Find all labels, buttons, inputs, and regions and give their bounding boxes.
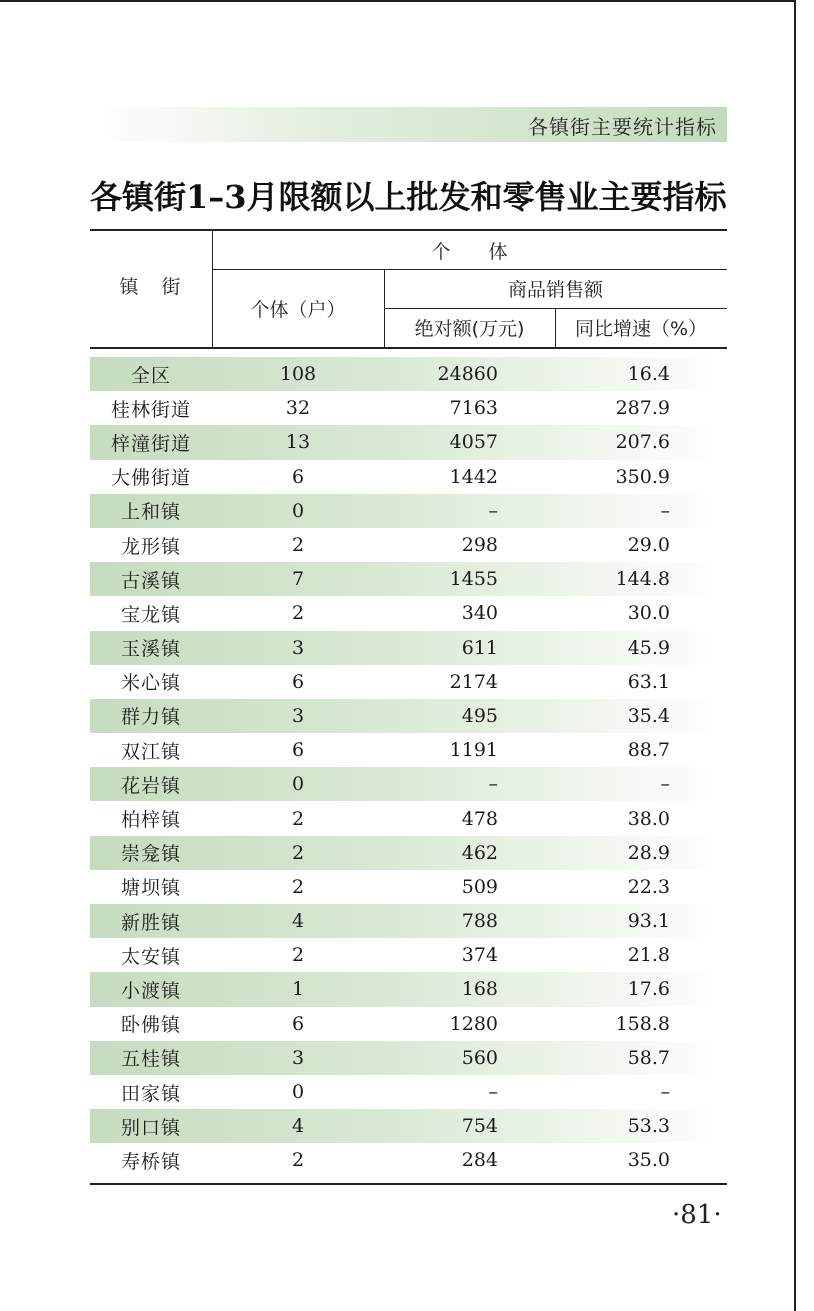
growth-rate-cell: 93.1: [627, 910, 670, 933]
growth-rate-cell: 53.3: [627, 1115, 670, 1138]
town-name-cell: 新胜镇: [120, 911, 181, 934]
households-cell: 2: [291, 602, 305, 625]
households-cell: 1: [291, 978, 305, 1001]
town-name-cell: 寿桥镇: [120, 1150, 181, 1173]
growth-rate-cell: 21.8: [627, 944, 670, 967]
table-row: [90, 425, 727, 459]
households-cell: 32: [285, 397, 311, 420]
growth-rate-cell: 16.4: [627, 363, 670, 386]
sales-absolute-cell: 284: [461, 1149, 498, 1172]
growth-rate-cell: 45.9: [627, 636, 670, 659]
sales-absolute-cell: 788: [461, 910, 498, 933]
running-header-band: [92, 107, 727, 142]
town-name-cell: 小渡镇: [120, 979, 181, 1002]
col-header-individual: 个 体: [431, 240, 508, 263]
table-row: [90, 733, 727, 767]
sales-absolute-cell: 478: [461, 807, 498, 830]
town-name-cell: 上和镇: [120, 501, 181, 524]
households-cell: 2: [291, 944, 305, 967]
table-row: [90, 665, 727, 699]
households-cell: 7: [291, 568, 305, 591]
page-number: ·81·: [672, 1200, 722, 1230]
households-cell: 6: [291, 1012, 305, 1035]
households-cell: 6: [291, 465, 305, 488]
town-name-cell: 塘坝镇: [120, 877, 181, 900]
growth-rate-cell: 287.9: [615, 397, 670, 420]
table-row: [90, 391, 727, 425]
households-cell: 3: [291, 636, 305, 659]
growth-rate-cell: 29.0: [627, 534, 670, 557]
table-row: [90, 460, 727, 494]
growth-rate-cell: 158.8: [615, 1012, 670, 1035]
sales-absolute-cell: 509: [461, 875, 498, 898]
households-cell: 2: [291, 1149, 305, 1172]
table-row: [90, 596, 727, 630]
col-header-growth: 同比增速（%）: [574, 318, 708, 340]
page-title: 各镇街1–3月限额以上批发和零售业主要指标: [90, 178, 727, 216]
town-name-cell: 梓潼街道: [110, 432, 191, 455]
growth-rate-cell: –: [660, 1081, 670, 1104]
sales-absolute-cell: 2174: [449, 670, 498, 693]
households-cell: 0: [291, 499, 305, 522]
sales-absolute-cell: 4057: [449, 431, 498, 454]
town-name-cell: 桂林街道: [110, 398, 191, 421]
town-name-cell: 花岩镇: [120, 774, 181, 797]
table-header: [90, 229, 727, 349]
households-cell: 0: [291, 773, 305, 796]
table-row: [90, 1007, 727, 1041]
households-cell: 3: [291, 1046, 305, 1069]
table-row: [90, 972, 727, 1006]
table-row: [90, 767, 727, 801]
sales-absolute-cell: 495: [461, 704, 498, 727]
table-row: [90, 357, 727, 391]
growth-rate-cell: 207.6: [615, 431, 670, 454]
table-row: [90, 836, 727, 870]
table-bottom-rule: [90, 1183, 727, 1185]
town-name-cell: 太安镇: [120, 945, 181, 968]
town-name-cell: 卧佛镇: [120, 1014, 181, 1037]
table-row: [90, 801, 727, 835]
households-cell: 6: [291, 739, 305, 762]
growth-rate-cell: 63.1: [627, 670, 670, 693]
sales-absolute-cell: 462: [461, 841, 498, 864]
growth-rate-cell: 35.4: [627, 704, 670, 727]
sales-absolute-cell: 340: [461, 602, 498, 625]
growth-rate-cell: 144.8: [615, 568, 670, 591]
col-header-households: 个体（户）: [250, 298, 346, 321]
growth-rate-cell: –: [660, 773, 670, 796]
table-row: [90, 699, 727, 733]
households-cell: 13: [285, 431, 311, 454]
sales-absolute-cell: 1455: [449, 568, 498, 591]
households-cell: 2: [291, 534, 305, 557]
table-row: [90, 562, 727, 596]
town-name-cell: 宝龙镇: [120, 603, 181, 626]
sales-absolute-cell: 1280: [449, 1012, 498, 1035]
table-row: [90, 1143, 727, 1177]
sales-absolute-cell: –: [488, 1081, 498, 1104]
households-cell: 4: [291, 910, 305, 933]
town-name-cell: 双江镇: [120, 740, 181, 763]
table-row: [90, 494, 727, 528]
sales-absolute-cell: 7163: [449, 397, 498, 420]
households-cell: 108: [279, 363, 317, 386]
households-cell: 2: [291, 807, 305, 830]
table-row: [90, 528, 727, 562]
town-name-cell: 群力镇: [120, 706, 181, 729]
running-header: 各镇街主要统计指标: [528, 115, 717, 139]
households-cell: 2: [291, 841, 305, 864]
growth-rate-cell: 22.3: [627, 875, 670, 898]
table-row: [90, 1041, 727, 1075]
town-name-cell: 崇龛镇: [120, 843, 181, 866]
town-name-cell: 别口镇: [120, 1116, 181, 1139]
sales-absolute-cell: –: [488, 773, 498, 796]
sales-absolute-cell: 374: [461, 944, 498, 967]
town-name-cell: 玉溪镇: [120, 638, 181, 661]
town-name-cell: 大佛街道: [110, 467, 191, 490]
table-row: [90, 904, 727, 938]
growth-rate-cell: –: [660, 499, 670, 522]
sales-absolute-cell: 1191: [449, 739, 498, 762]
growth-rate-cell: 35.0: [627, 1149, 670, 1172]
sales-absolute-cell: 611: [461, 636, 498, 659]
col-header-sales: 商品销售额: [507, 279, 603, 301]
table-row: [90, 1109, 727, 1143]
table-body: [90, 357, 727, 1178]
town-name-cell: 米心镇: [120, 672, 181, 695]
growth-rate-cell: 30.0: [627, 602, 670, 625]
table-row: [90, 938, 727, 972]
growth-rate-cell: 58.7: [627, 1046, 670, 1069]
table-row: [90, 1075, 727, 1109]
sales-absolute-cell: 168: [461, 978, 498, 1001]
sales-absolute-cell: 24860: [437, 363, 498, 386]
households-cell: 4: [291, 1115, 305, 1138]
households-cell: 0: [291, 1081, 305, 1104]
town-name-cell: 田家镇: [120, 1082, 181, 1105]
growth-rate-cell: 88.7: [627, 739, 670, 762]
town-name-cell: 古溪镇: [120, 569, 181, 592]
town-name-cell: 柏梓镇: [120, 809, 181, 832]
growth-rate-cell: 350.9: [615, 465, 670, 488]
table-row: [90, 870, 727, 904]
town-name-cell: 五桂镇: [120, 1048, 181, 1071]
sales-absolute-cell: –: [488, 499, 498, 522]
growth-rate-cell: 28.9: [627, 841, 670, 864]
households-cell: 3: [291, 704, 305, 727]
growth-rate-cell: 17.6: [627, 978, 670, 1001]
town-name-cell: 龙形镇: [120, 535, 181, 558]
households-cell: 6: [291, 670, 305, 693]
col-header-absolute: 绝对额(万元): [414, 318, 525, 340]
growth-rate-cell: 38.0: [627, 807, 670, 830]
sales-absolute-cell: 560: [461, 1046, 498, 1069]
sales-absolute-cell: 754: [461, 1115, 498, 1138]
sales-absolute-cell: 1442: [449, 465, 498, 488]
town-name-cell: 全区: [130, 364, 171, 387]
table-row: [90, 631, 727, 665]
col-header-town: 镇 街: [119, 275, 183, 298]
households-cell: 2: [291, 875, 305, 898]
sales-absolute-cell: 298: [461, 534, 498, 557]
